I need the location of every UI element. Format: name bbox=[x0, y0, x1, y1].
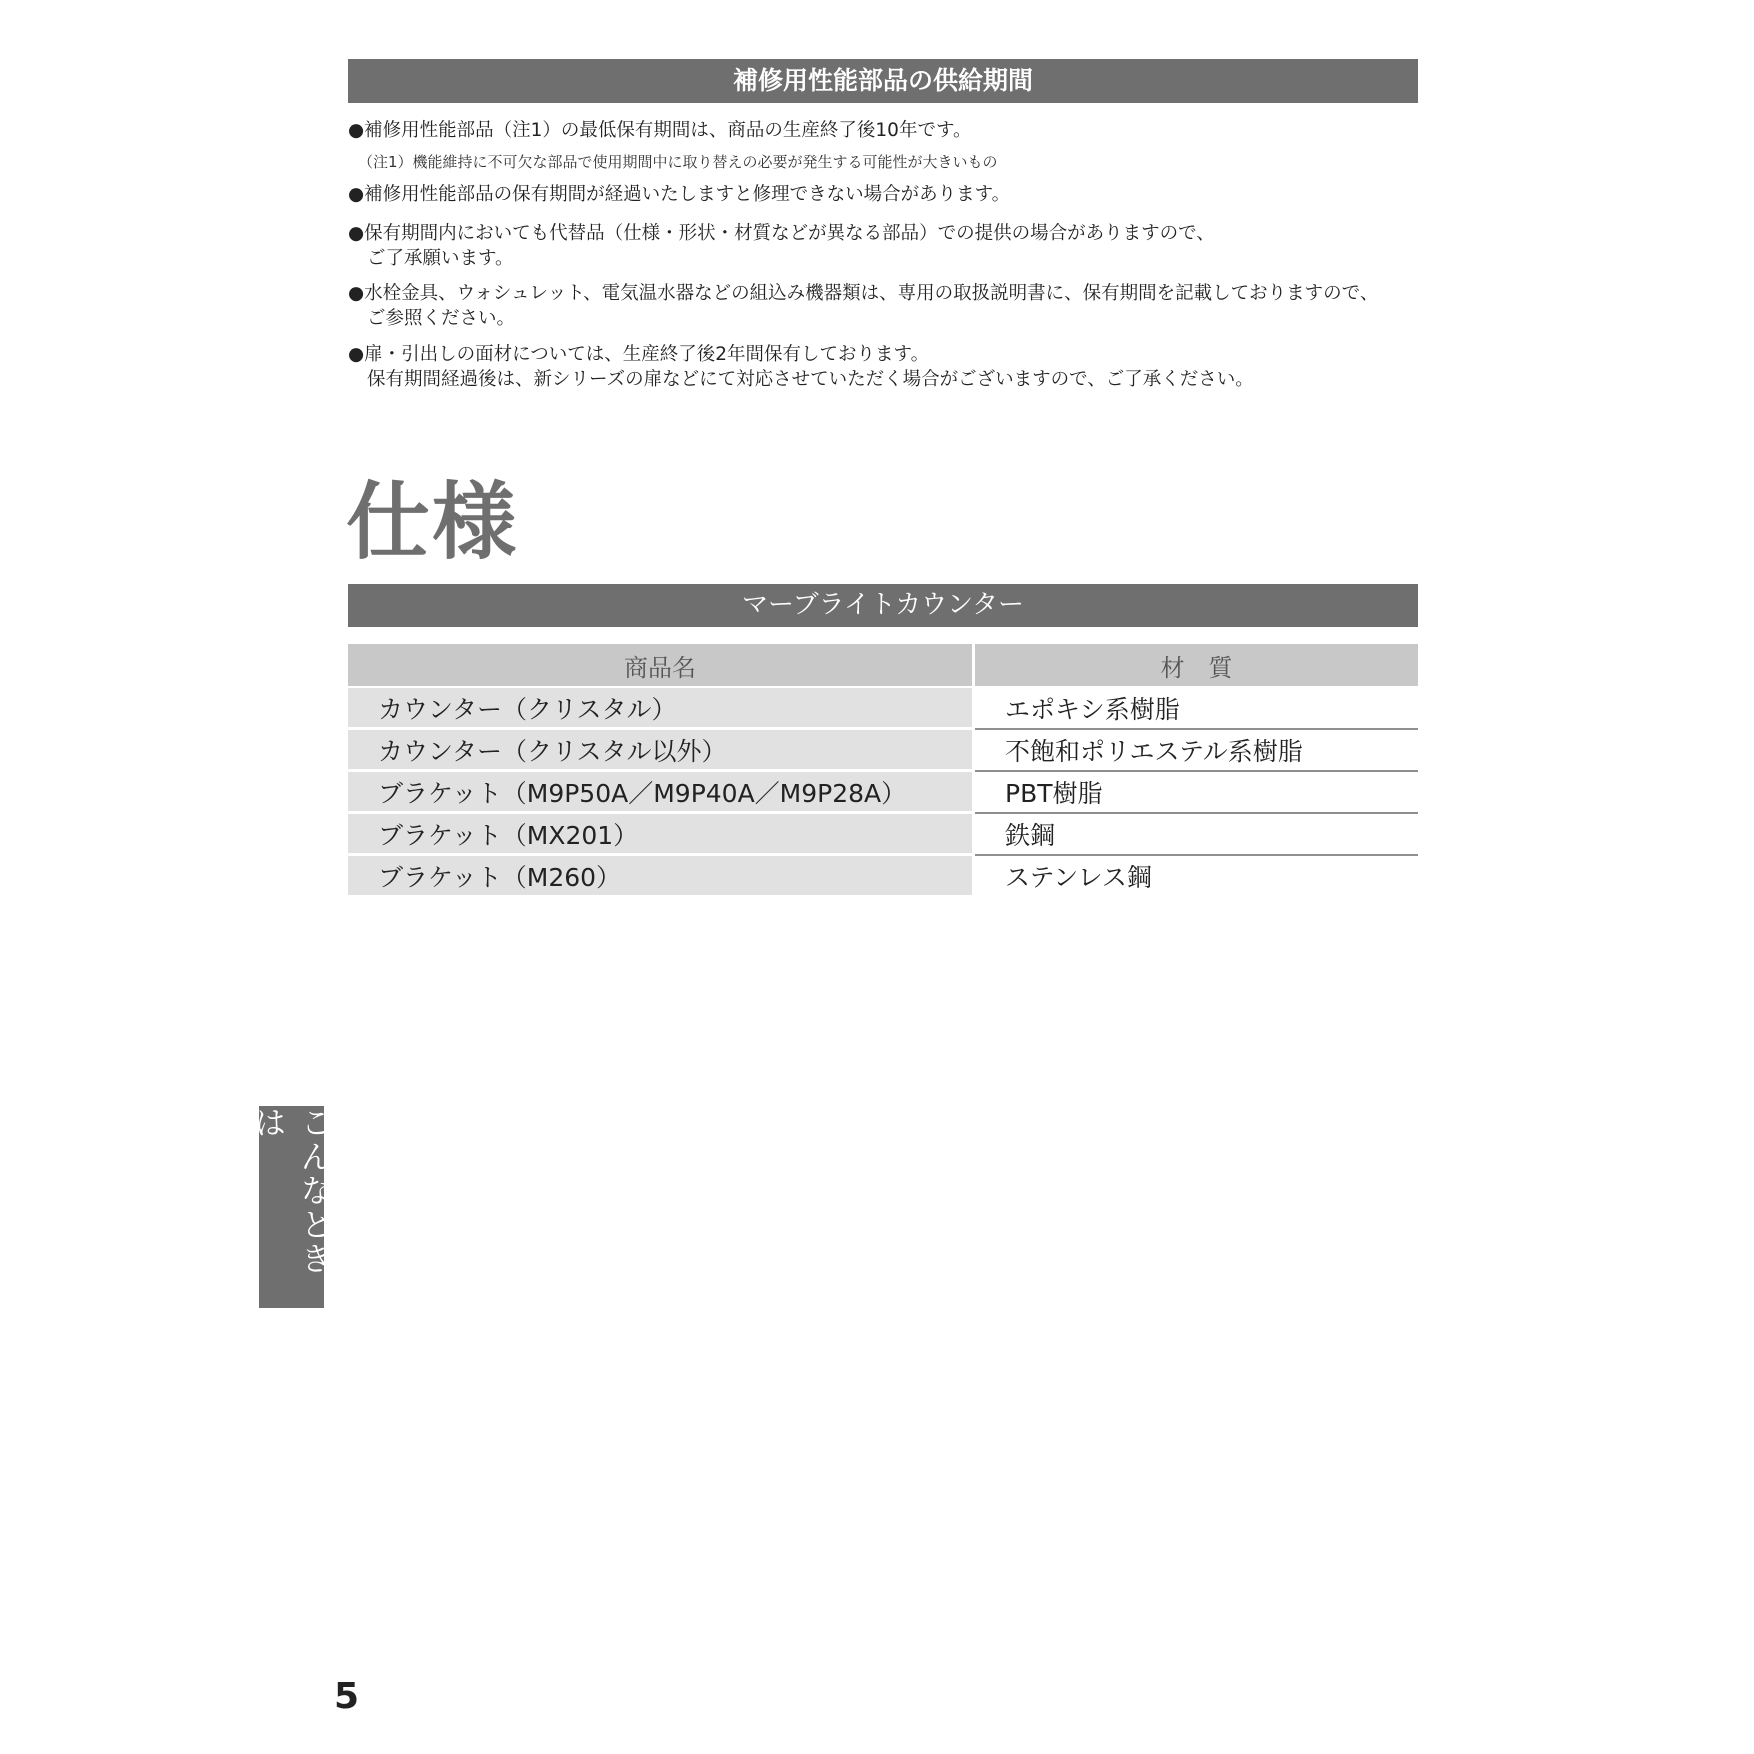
cell-product-name: カウンター（クリスタル以外） bbox=[348, 730, 975, 772]
cell-product-name: ブラケット（MX201） bbox=[348, 814, 975, 856]
cell-product-name: ブラケット（M260） bbox=[348, 856, 975, 895]
bullet-item bbox=[348, 182, 1010, 207]
cell-material: 不飽和ポリエステル系樹脂 bbox=[975, 730, 1418, 772]
cell-material: PBT樹脂 bbox=[975, 772, 1418, 814]
bullet-item bbox=[348, 221, 1215, 271]
table-row bbox=[348, 730, 1418, 772]
bullet-text-continued: ご参照ください。 bbox=[367, 308, 516, 329]
footnote: （注1）機能維持に不可欠な部品で使用期間中に取り替えの必要が発生する可能性が大きいもの bbox=[358, 153, 998, 171]
cell-product-name: カウンター（クリスタル） bbox=[348, 688, 975, 730]
bullet-text: ●水栓金具、ウォシュレット、電気温水器などの組込み機器類は、専用の取扱説明書に、保有期間を記載しておりますので、 bbox=[348, 283, 1379, 304]
table-row bbox=[348, 688, 1418, 730]
page-number: 5 bbox=[334, 1676, 360, 1717]
spec-band-title: マーブライトカウンター bbox=[348, 584, 1418, 627]
bullet-item bbox=[348, 118, 971, 143]
bullet-text: ●扉・引出しの面材については、生産終了後2年間保有しております。 bbox=[348, 344, 930, 365]
spec-heading: 仕様 bbox=[346, 473, 519, 571]
table-row bbox=[348, 772, 1418, 814]
table-row bbox=[348, 856, 1418, 895]
bullet-text-continued: 保有期間経過後は、新シリーズの扉などにて対応させていただく場合がございますので、ご了承ください。 bbox=[367, 369, 1254, 390]
cell-material: 鉄鋼 bbox=[975, 814, 1418, 856]
bullet-text: ●補修用性能部品の保有期間が経過いたしますと修理できない場合があります。 bbox=[348, 184, 1011, 205]
bullet-text: ●補修用性能部品（注1）の最低保有期間は、商品の生産終了後10年です。 bbox=[348, 120, 972, 141]
spec-table bbox=[348, 644, 1418, 895]
column-header-name: 商品名 bbox=[348, 644, 975, 688]
column-header-material: 材 質 bbox=[975, 644, 1418, 688]
table-row bbox=[348, 814, 1418, 856]
supply-period-header: 補修用性能部品の供給期間 bbox=[348, 59, 1418, 103]
side-index-tab[interactable]: こんなときは bbox=[259, 1106, 324, 1308]
bullet-text-continued: ご了承願います。 bbox=[367, 248, 514, 269]
cell-product-name: ブラケット（M9P50A／M9P40A／M9P28A） bbox=[348, 772, 975, 814]
bullet-item bbox=[348, 342, 1254, 392]
table-header-row bbox=[348, 644, 1418, 688]
cell-material: ステンレス鋼 bbox=[1005, 862, 1152, 892]
bullet-item bbox=[348, 281, 1378, 331]
bullet-text: ●保有期間内においても代替品（仕様・形状・材質などが異なる部品）での提供の場合がありますので、 bbox=[348, 223, 1215, 244]
cell-material: エポキシ系樹脂 bbox=[975, 688, 1418, 730]
